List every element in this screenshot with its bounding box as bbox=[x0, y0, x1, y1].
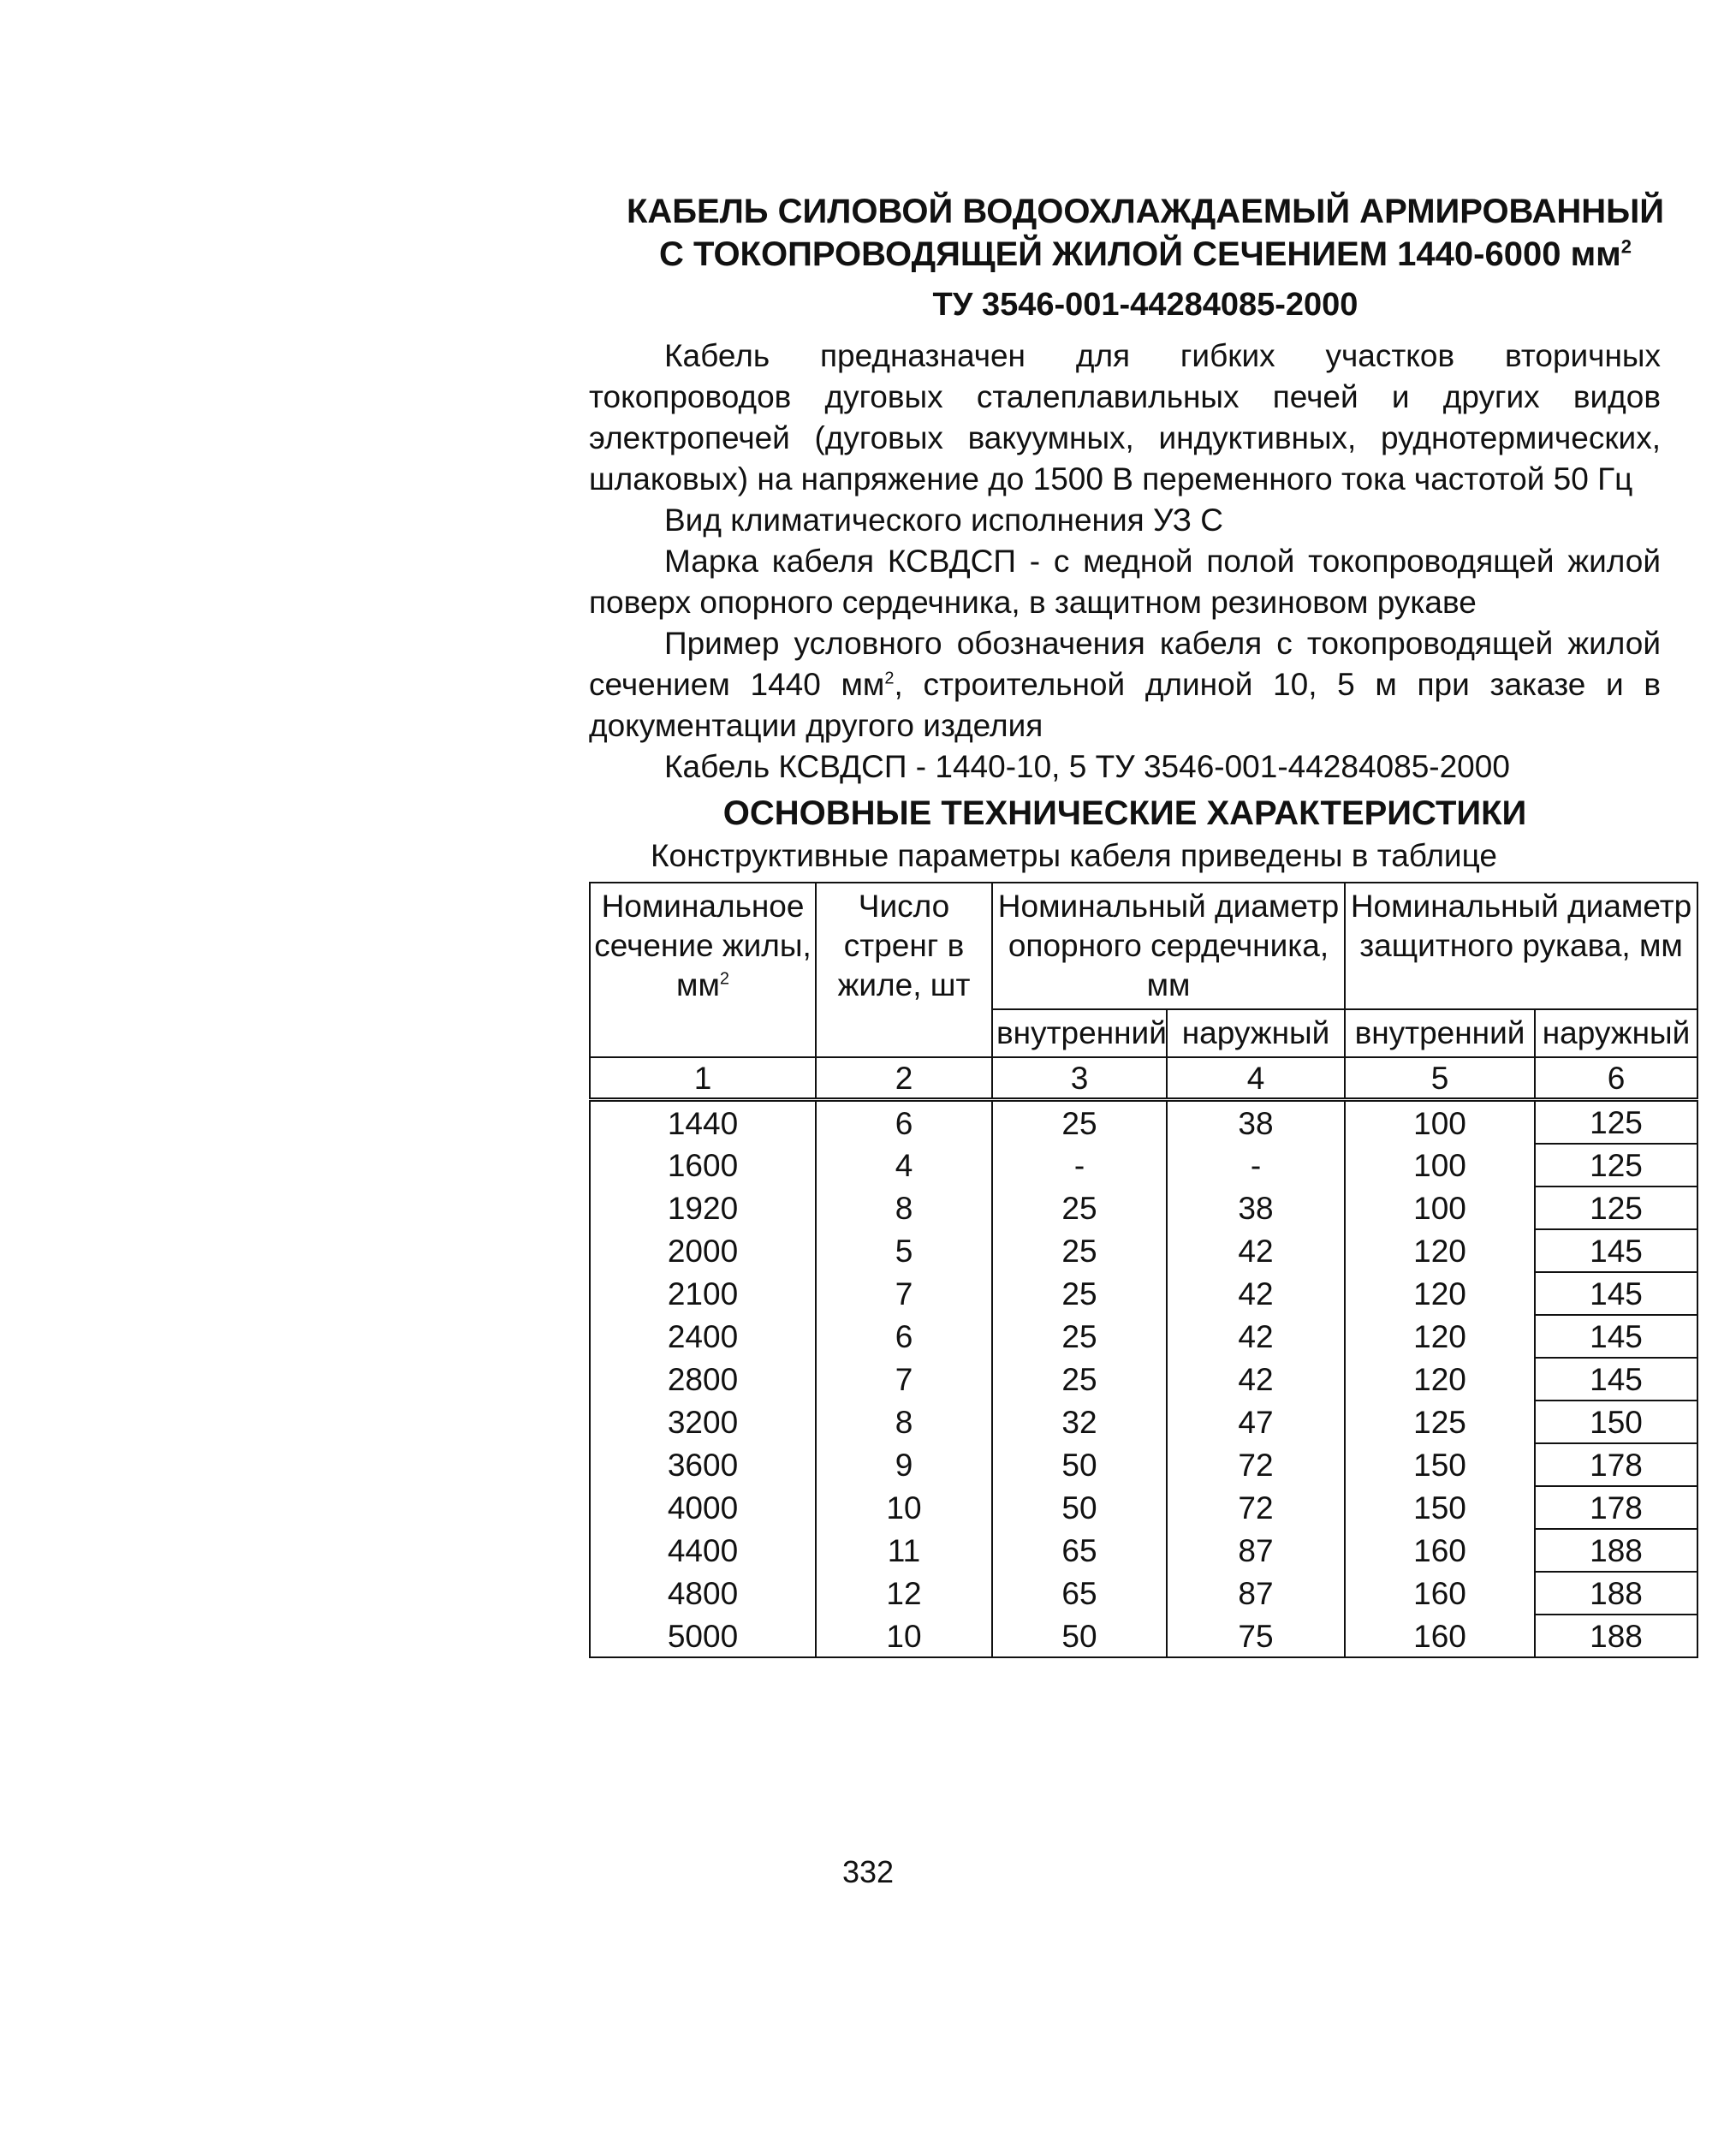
column-number: 2 bbox=[816, 1057, 992, 1100]
header-core-diameter: Номинальный диаметр опорного сердечника, мм bbox=[992, 883, 1345, 1009]
table-cell: 50 bbox=[992, 1615, 1167, 1657]
table-cell: 2800 bbox=[590, 1358, 816, 1401]
table-row bbox=[590, 1486, 1697, 1529]
header-sleeve-outer: наружный bbox=[1535, 1009, 1697, 1057]
table-cell: 6 bbox=[816, 1315, 992, 1358]
brand-paragraph: Марка кабеля КСВДСП - с медной полой токопроводящей жилой поверх опорного сердечника, в защитном резиновом рукаве bbox=[589, 544, 1661, 620]
table-cell: 42 bbox=[1167, 1229, 1345, 1272]
column-number-row bbox=[590, 1057, 1697, 1100]
table-cell: 4 bbox=[816, 1144, 992, 1186]
table-row bbox=[590, 1186, 1697, 1229]
table-cell: 4000 bbox=[590, 1486, 816, 1529]
column-number: 5 bbox=[1345, 1057, 1535, 1100]
table-row bbox=[590, 1615, 1697, 1657]
header-core-inner: внутренний bbox=[992, 1009, 1167, 1057]
table-cell: 2400 bbox=[590, 1315, 816, 1358]
table-cell: 42 bbox=[1167, 1358, 1345, 1401]
table-row bbox=[590, 1443, 1697, 1486]
table-cell: - bbox=[992, 1144, 1167, 1186]
table-cell: 6 bbox=[816, 1100, 992, 1145]
table-cell: 145 bbox=[1535, 1358, 1697, 1401]
table-cell: 125 bbox=[1345, 1401, 1535, 1443]
table-row bbox=[590, 1315, 1697, 1358]
table-cell: 4400 bbox=[590, 1529, 816, 1572]
table-cell: 25 bbox=[992, 1186, 1167, 1229]
table-cell: 160 bbox=[1345, 1615, 1535, 1657]
table-cell: 47 bbox=[1167, 1401, 1345, 1443]
title-line-1: КАБЕЛЬ СИЛОВОЙ ВОДООХЛАЖДАЕМЫЙ АРМИРОВАННЫЙ bbox=[626, 193, 1665, 230]
header-sleeve-diameter: Номинальный диаметр защитного рукава, мм bbox=[1345, 883, 1697, 1009]
column-number: 1 bbox=[590, 1057, 816, 1100]
table-cell: 9 bbox=[816, 1443, 992, 1486]
table-cell: 10 bbox=[816, 1615, 992, 1657]
table-header-row bbox=[590, 883, 1697, 1009]
page-number: 332 bbox=[841, 1854, 895, 1889]
header-sleeve-inner: внутренний bbox=[1345, 1009, 1535, 1057]
table-cell: 125 bbox=[1535, 1100, 1697, 1145]
column-number: 4 bbox=[1167, 1057, 1345, 1100]
table-cell: 11 bbox=[816, 1529, 992, 1572]
table-row bbox=[590, 1100, 1697, 1145]
column-number: 6 bbox=[1535, 1057, 1697, 1100]
table-cell: 7 bbox=[816, 1272, 992, 1315]
table-cell: 188 bbox=[1535, 1615, 1697, 1657]
table-cell: 50 bbox=[992, 1443, 1167, 1486]
table-row bbox=[590, 1572, 1697, 1615]
table-cell: 125 bbox=[1535, 1144, 1697, 1186]
table-row bbox=[590, 1358, 1697, 1401]
table-cell: 120 bbox=[1345, 1358, 1535, 1401]
table-cell: 50 bbox=[992, 1486, 1167, 1529]
table-cell: 25 bbox=[992, 1315, 1167, 1358]
table-cell: 42 bbox=[1167, 1272, 1345, 1315]
table-caption: Конструктивные параметры кабеля приведены в таблице bbox=[651, 838, 1497, 873]
designation-example: Кабель КСВДСП - 1440-10, 5 ТУ 3546-001-44284085-2000 bbox=[664, 749, 1510, 784]
table-cell: 65 bbox=[992, 1572, 1167, 1615]
table-cell: 38 bbox=[1167, 1186, 1345, 1229]
technical-specification-number: ТУ 3546-001-44284085-2000 bbox=[932, 287, 1358, 323]
table-cell: 2100 bbox=[590, 1272, 816, 1315]
table-cell: 160 bbox=[1345, 1529, 1535, 1572]
example-text-part-2: , строительной длиной 10, 5 м при заказе и в документации другого изделия bbox=[589, 667, 1661, 743]
table-cell: 1440 bbox=[590, 1100, 816, 1145]
table-cell: 145 bbox=[1535, 1229, 1697, 1272]
table-cell: 150 bbox=[1345, 1443, 1535, 1486]
table-cell: 188 bbox=[1535, 1529, 1697, 1572]
table-cell: 25 bbox=[992, 1229, 1167, 1272]
table-cell: 150 bbox=[1345, 1486, 1535, 1529]
column-number: 3 bbox=[992, 1057, 1167, 1100]
table-cell: 72 bbox=[1167, 1486, 1345, 1529]
example-text-part-1: Пример условного обозначения кабеля с токопроводящей жилой сечением 1440 мм bbox=[589, 626, 1661, 702]
table-cell: 25 bbox=[992, 1100, 1167, 1145]
table-cell: 3600 bbox=[590, 1443, 816, 1486]
table-cell: 145 bbox=[1535, 1315, 1697, 1358]
table-cell: 145 bbox=[1535, 1272, 1697, 1315]
purpose-paragraph: Кабель предназначен для гибких участков вторичных токопроводов дуговых сталеплавильных печей и других видов электропечей (дуговых вакуумных, индуктивных, руднотермических, шлаковых) на напряжение до 1500 В переменного тока частотой 50 Гц bbox=[589, 338, 1661, 497]
table-cell: 25 bbox=[992, 1358, 1167, 1401]
climate-paragraph: Вид климатического исполнения УЗ С bbox=[664, 503, 1223, 538]
table-cell: 87 bbox=[1167, 1529, 1345, 1572]
table-row bbox=[590, 1529, 1697, 1572]
title-line-2: С ТОКОПРОВОДЯЩЕЙ ЖИЛОЙ СЕЧЕНИЕМ 1440-6000 мм bbox=[659, 235, 1621, 273]
table-row bbox=[590, 1401, 1697, 1443]
header-section: Номинальное сечение жилы, $мм^2$ bbox=[590, 883, 816, 1057]
table-cell: 1920 bbox=[590, 1186, 816, 1229]
table-cell: 100 bbox=[1345, 1100, 1535, 1145]
document-title bbox=[589, 190, 1702, 276]
table-cell: 125 bbox=[1535, 1186, 1697, 1229]
table-cell: 7 bbox=[816, 1358, 992, 1401]
table-cell: 87 bbox=[1167, 1572, 1345, 1615]
table-cell: 100 bbox=[1345, 1144, 1535, 1186]
table-cell: 3200 bbox=[590, 1401, 816, 1443]
parameters-table bbox=[589, 882, 1698, 1658]
table-cell: 4800 bbox=[590, 1572, 816, 1615]
document-page bbox=[589, 190, 1702, 1658]
table-cell: 178 bbox=[1535, 1486, 1697, 1529]
table-cell: 100 bbox=[1345, 1186, 1535, 1229]
table-row bbox=[590, 1272, 1697, 1315]
table-cell: 120 bbox=[1345, 1272, 1535, 1315]
title-superscript: 2 bbox=[1620, 235, 1632, 258]
table-cell: 10 bbox=[816, 1486, 992, 1529]
table-cell: 120 bbox=[1345, 1229, 1535, 1272]
table-row bbox=[590, 1144, 1697, 1186]
table-cell: 38 bbox=[1167, 1100, 1345, 1145]
table-cell: 8 bbox=[816, 1401, 992, 1443]
table-cell: 120 bbox=[1345, 1315, 1535, 1358]
table-cell: 32 bbox=[992, 1401, 1167, 1443]
table-cell: 188 bbox=[1535, 1572, 1697, 1615]
table-cell: 178 bbox=[1535, 1443, 1697, 1486]
table-cell: 65 bbox=[992, 1529, 1167, 1572]
table-row bbox=[590, 1229, 1697, 1272]
table-cell: 8 bbox=[816, 1186, 992, 1229]
table-cell: 160 bbox=[1345, 1572, 1535, 1615]
table-cell: 5 bbox=[816, 1229, 992, 1272]
table-cell: - bbox=[1167, 1144, 1345, 1186]
table-cell: 72 bbox=[1167, 1443, 1345, 1486]
header-strands: Число стренг в жиле, шт bbox=[816, 883, 992, 1057]
table-cell: 75 bbox=[1167, 1615, 1345, 1657]
example-superscript: 2 bbox=[884, 669, 895, 688]
table-cell: 25 bbox=[992, 1272, 1167, 1315]
header-core-outer: наружный bbox=[1167, 1009, 1345, 1057]
table-cell: 2000 bbox=[590, 1229, 816, 1272]
table-cell: 150 bbox=[1535, 1401, 1697, 1443]
table-cell: 12 bbox=[816, 1572, 992, 1615]
table-cell: 5000 bbox=[590, 1615, 816, 1657]
section-title: ОСНОВНЫЕ ТЕХНИЧЕСКИЕ ХАРАКТЕРИСТИКИ bbox=[722, 794, 1527, 832]
table-cell: 42 bbox=[1167, 1315, 1345, 1358]
example-paragraph bbox=[589, 623, 1661, 746]
table-cell: 1600 bbox=[590, 1144, 816, 1186]
table-body bbox=[590, 1100, 1697, 1658]
